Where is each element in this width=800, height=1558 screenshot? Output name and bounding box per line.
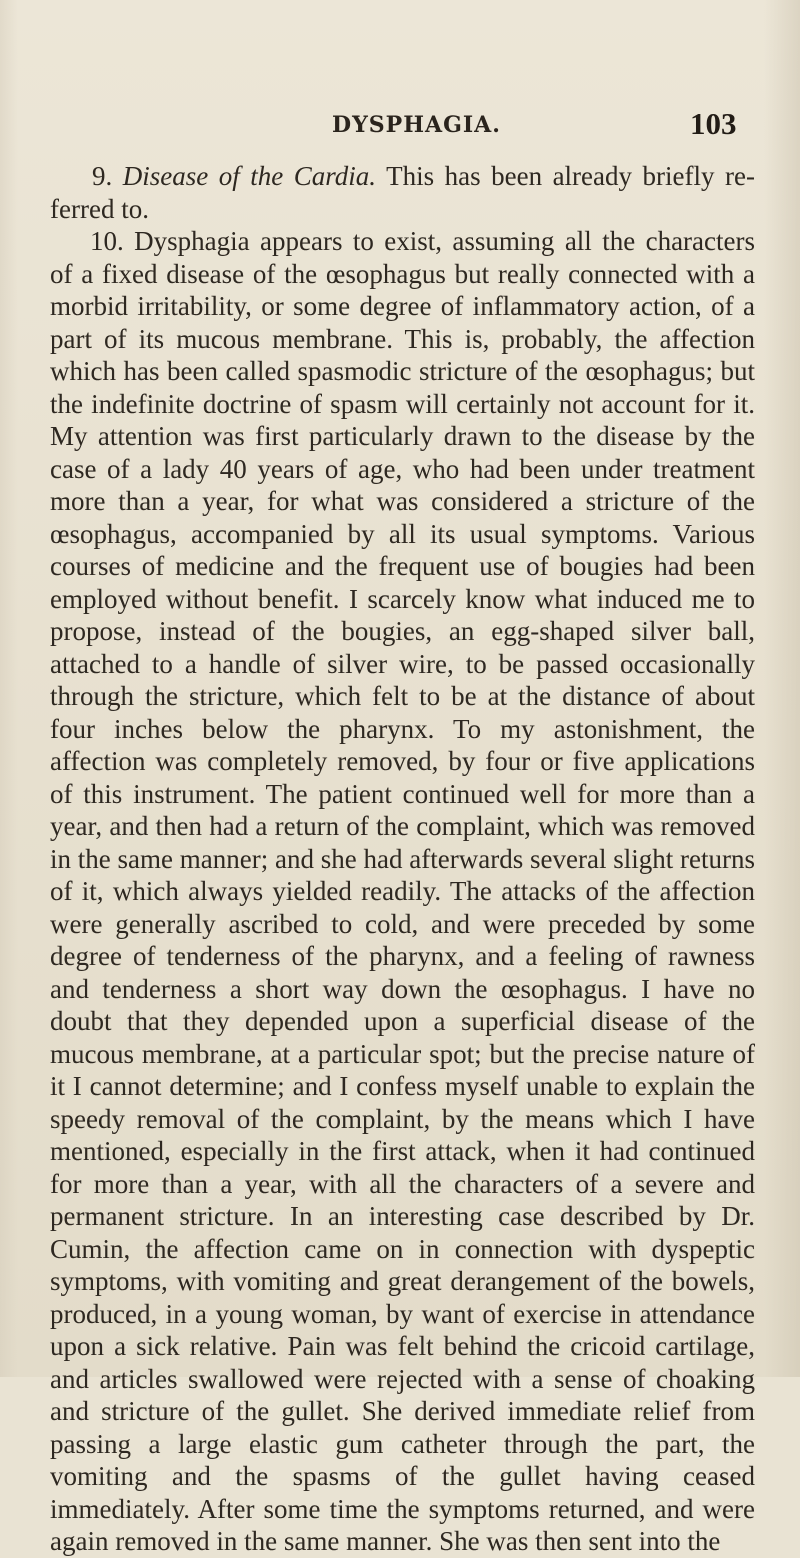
page-header xyxy=(0,106,800,146)
page-gutter-shadow xyxy=(0,0,18,1377)
item-number: 10. xyxy=(90,226,124,256)
running-head: DYSPHAGIA. xyxy=(332,112,501,138)
paragraph-text: Dysphagia appears to exist, assuming all the characters of a fixed disease of the œsophagus but really connected with a morbid irritability, or some degree of inflammatory action, of a part of its mucous membrane. This is, probably, the affection which has been called spasmodic stricture of the œsophagus; but the indefinite doctrine of spasm will certainly not account for it. My attention was first particularly drawn to the disease by the case of a lady 40 years of age, who had been under treatment more than a year, for what was considered a stricture of the œsophagus, accompanied by all its usual symptoms. Various courses of medicine and the frequent use of bougies had been employed without benefit. I scarcely know what induced me to propose, instead of the bougies, an egg-shaped silver ball, attached to a handle of silver wire, to be passed occasionally through the stricture, which felt to be at the distance of about four inches below the pharynx. To my astonishment, the affection was completely removed, by four or five applications of this instrument. The patient continued well for more than a year, and then had a return of the complaint, which was removed in the same manner; and she had afterwards several slight returns of it, which always yielded readily. The attacks of the affection were generally ascribed to cold, and were preceded by some degree of tenderness of the pharynx, and a feeling of rawness and tenderness a short way down the œsophagus. I have no doubt that they depended upon a superficial disease of the mucous membrane, at a particular spot; but the precise nature of it I cannot determine; and I confess myself unable to explain the speedy removal of the complaint, by the means which I have mentioned, especially in the first attack, when it had continued for more than a year, with all the characters of a severe and permanent stricture. In an interesting case described by Dr. Cumin, the affection came on in connection with dyspeptic symptoms, with vomiting and great derangement of the bowels, produced, in a young woman, by want of exercise in attendance upon a sick relative. Pain was felt behind the cricoid cartilage, and articles swallowed were rejected with a sense of choaking and stricture of the gullet. She derived immediate relief from passing a large elastic gum catheter through the part, the vomiting and the spasms of the gullet having ceased immediately. After some time the symptoms returned, and were again removed in the same manner. She was then sent into the xyxy=(50,226,756,1556)
paragraph-text: This has been already briefly referred to. xyxy=(50,161,755,224)
paragraph-10 xyxy=(50,225,755,1558)
body-text xyxy=(50,160,755,1558)
item-heading: Disease of the Cardia. xyxy=(122,161,377,191)
item-number: 9. xyxy=(92,161,113,191)
paragraph-9 xyxy=(50,160,755,225)
page-number: 103 xyxy=(690,106,737,141)
page-edge-shadow xyxy=(764,0,800,1377)
